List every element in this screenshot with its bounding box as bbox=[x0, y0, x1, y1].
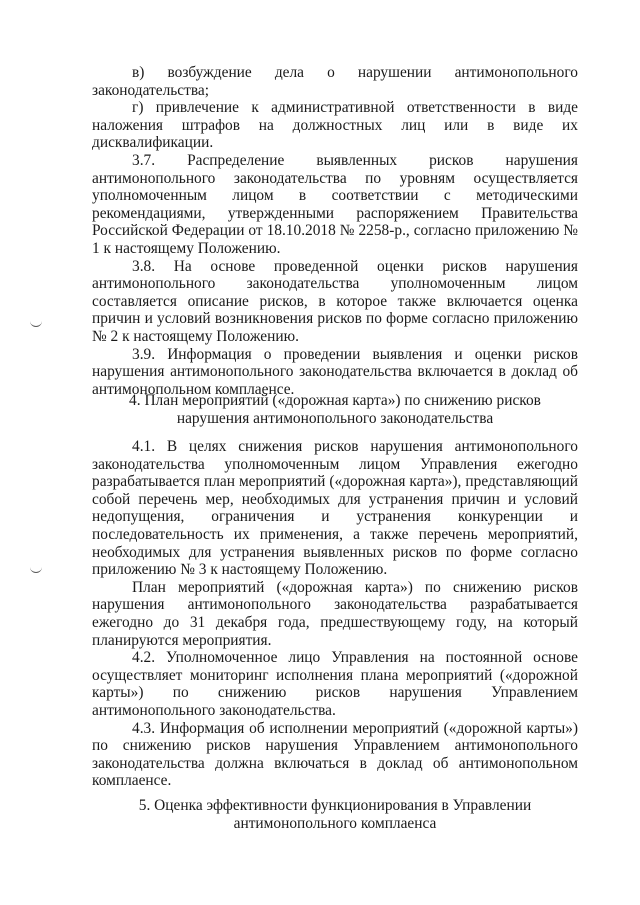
paragraph-4-1: 4.1. В целях снижения рисков нарушения антимонопольного законодательства уполномоченным лицом Управления ежегодно разрабатывается план мероприятий («дорожная карта»), представляющий собой перечень мер, необходимых для устранения причин и условий недопущения, ограничения и устранения конкуренции и последовательность их применения, а также перечень мероприятий, необходимых для устранения выявленных рисков по форме согласно приложению № 3 к настоящему Положению. bbox=[92, 438, 578, 579]
paragraph-4-2: 4.2. Уполномоченное лицо Управления на постоянной основе осуществляет мониторинг исполнения плана мероприятий («дорожной карты») по снижению рисков нарушения Управлением антимонопольного законодательства. bbox=[92, 649, 578, 719]
scan-margin-mark bbox=[30, 566, 42, 573]
section-4-body bbox=[92, 438, 578, 790]
section-3-continuation bbox=[92, 64, 578, 398]
paragraph-4-3: 4.3. Информация об исполнении мероприятий («дорожной карты») по снижению рисков нарушения Управлением антимонопольного законодательства должна включаться в доклад об антимонопольном комплаенсе. bbox=[92, 719, 578, 790]
paragraph-4-1-plan: План мероприятий («дорожная карта») по снижению рисков нарушения антимонопольного законодательства разрабатывается ежегодно до 31 декабря года, предшествующему году, на который планируются мероприятия. bbox=[92, 578, 578, 649]
paragraph-3-8: 3.8. На основе проведенной оценки рисков нарушения антимонопольного законодательства уполномоченным лицом составляется описание рисков, в которое также включается оценка причин и условий возникновения рисков по форме согласно приложению № 2 к настоящему Положению. bbox=[92, 257, 578, 345]
paragraph-3-7: 3.7. Распределение выявленных рисков нарушения антимонопольного законодательства по уровням осуществляется уполномоченным лицом в соответствии с методическими рекомендациями, утвержденными распоряжением Правительства Российской Федерации от 18.10.2018 № 2258-р., согласно приложению № 1 к настоящему Положению. bbox=[92, 151, 578, 257]
list-item-g: г) привлечение к административной ответственности в виде наложения штрафов на должностных лиц или в виде их дисквалификации. bbox=[92, 99, 578, 152]
scan-margin-mark bbox=[30, 320, 42, 327]
paragraph-3-9: 3.9. Информация о проведении выявления и оценки рисков нарушения антимонопольного законодательства включается в доклад об антимонопольном комплаенсе. bbox=[92, 345, 578, 398]
section-5-heading: 5. Оценка эффективности функционирования в Управлении антимонопольного комплаенса bbox=[138, 797, 532, 832]
list-item-v: в) возбуждение дела о нарушении антимонопольного законодательства; bbox=[92, 64, 578, 99]
section-4-heading: 4. План мероприятий («дорожная карта») по снижению рисков нарушения антимонопольного законодательства bbox=[129, 392, 541, 427]
